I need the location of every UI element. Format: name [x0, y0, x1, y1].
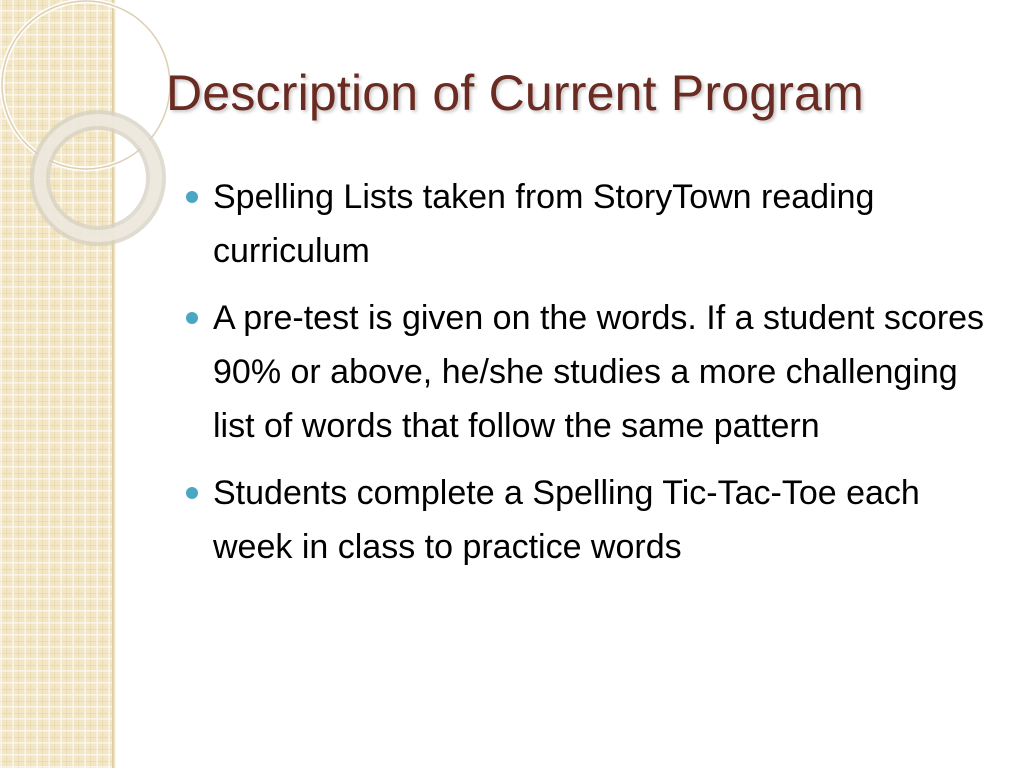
ring-decoration-icon	[0, 0, 180, 260]
bullet-item	[186, 466, 986, 574]
bullet-text: A pre-test is given on the words. If a student scores 90% or above, he/she studies a more challenging list of words that follow the same pattern	[213, 299, 985, 445]
bullet-dot-icon	[186, 312, 198, 324]
bullet-text: Spelling Lists taken from StoryTown reading curriculum	[213, 178, 875, 270]
bullet-item	[186, 170, 986, 278]
slide-title: Description of Current Program	[166, 65, 864, 121]
bullet-item	[186, 291, 986, 453]
bullet-text: Students complete a Spelling Tic-Tac-Toe each week in class to practice words	[213, 474, 920, 566]
bullet-list	[186, 170, 986, 587]
bullet-dot-icon	[186, 191, 198, 203]
bullet-dot-icon	[186, 487, 198, 499]
